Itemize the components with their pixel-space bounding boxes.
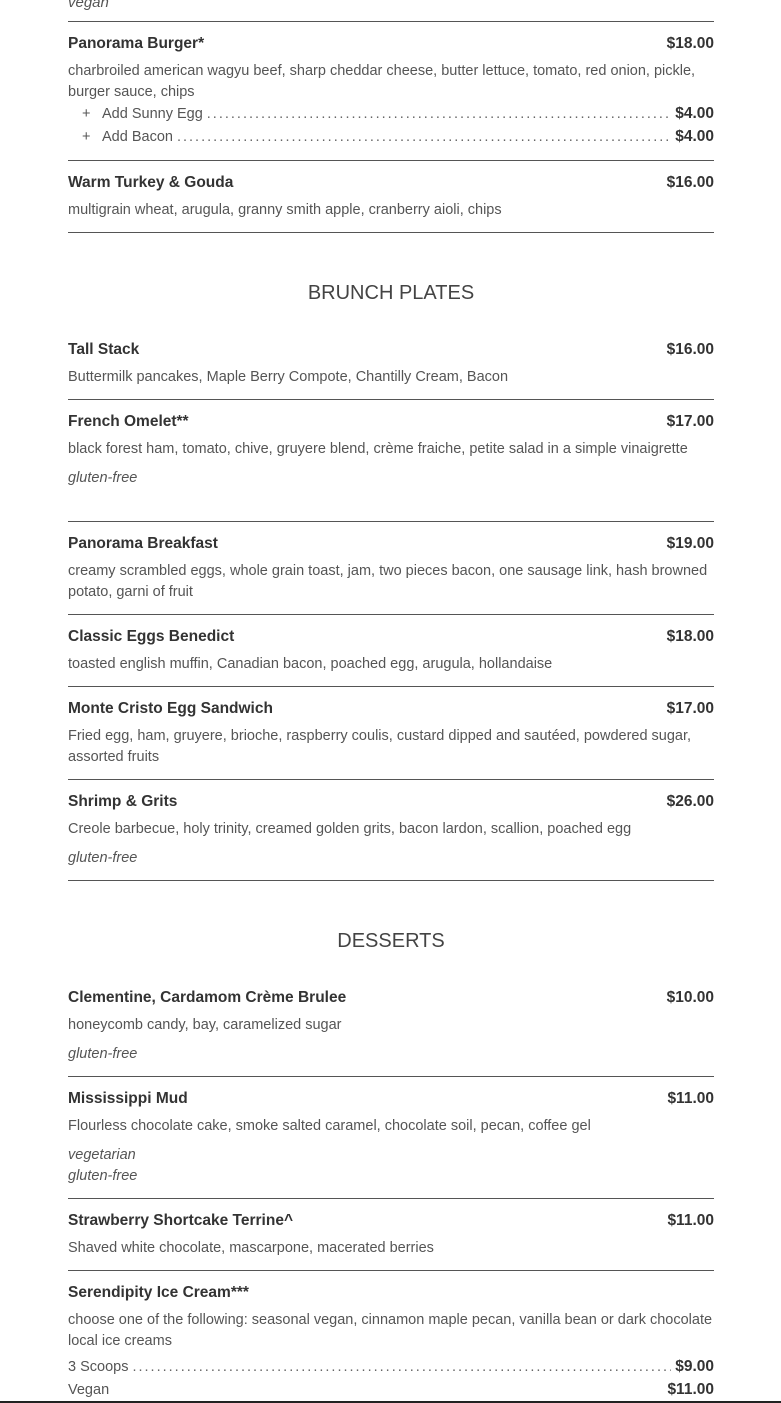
- item-description: multigrain wheat, arugula, granny smith apple, cranberry aioli, chips: [68, 202, 502, 218]
- dietary-tag: vegetarian: [68, 1147, 136, 1163]
- option-label: Vegan: [68, 1382, 110, 1398]
- menu-item: [68, 793, 714, 881]
- item-price: $16.00: [666, 174, 714, 191]
- addon-label: Add Sunny Egg: [102, 106, 203, 122]
- item-price: $11.00: [667, 1090, 714, 1107]
- dot-leader: [207, 106, 671, 122]
- item-description: black forest ham, tomato, chive, gruyere blend, crème fraiche, petite salad in a simple vinaigrette: [68, 441, 688, 457]
- option-label: 3 Scoops: [68, 1359, 129, 1375]
- item-price: $18.00: [666, 35, 714, 52]
- item-name: Clementine, Cardamom Crème Brulee: [68, 989, 347, 1006]
- item-description: Buttermilk pancakes, Maple Berry Compote, Chantilly Cream, Bacon: [68, 369, 509, 385]
- option-price: $9.00: [675, 1358, 714, 1375]
- item-name: French Omelet**: [68, 413, 189, 430]
- item-name: Mississippi Mud: [68, 1090, 188, 1107]
- menu-item-warm-turkey: [68, 174, 714, 233]
- option-row: [68, 1358, 714, 1381]
- dot-leader: [132, 1359, 671, 1375]
- dietary-tag: gluten-free: [68, 1168, 138, 1184]
- option-row: [68, 1381, 714, 1403]
- menu-item: [68, 535, 714, 615]
- item-price: $18.00: [666, 628, 714, 645]
- item-price: $16.00: [666, 341, 714, 358]
- section-title-brunch: BRUNCH PLATES: [307, 282, 475, 304]
- item-name: Strawberry Shortcake Terrine^: [68, 1212, 293, 1229]
- item-name: Panorama Breakfast: [68, 535, 218, 552]
- addon-price: $4.00: [675, 128, 714, 145]
- dot-leader: [177, 129, 671, 145]
- item-name: Shrimp & Grits: [68, 793, 178, 810]
- item-name: Tall Stack: [68, 341, 140, 358]
- item-name: Classic Eggs Benedict: [68, 628, 235, 645]
- item-description: Flourless chocolate cake, smoke salted caramel, chocolate soil, pecan, coffee gel: [68, 1118, 591, 1134]
- item-price: $19.00: [666, 535, 714, 552]
- item-price: $10.00: [666, 989, 714, 1006]
- menu-item: [68, 413, 714, 522]
- dietary-tag: gluten-free: [68, 850, 138, 866]
- plus-sign: +: [82, 129, 91, 145]
- menu-item-panorama-burger: [68, 35, 714, 161]
- item-name: Panorama Burger*: [68, 35, 205, 52]
- addon-row: [68, 128, 714, 151]
- addon-row: [68, 105, 714, 128]
- menu-item: [68, 1090, 714, 1199]
- item-description: Creole barbecue, holy trinity, creamed golden grits, bacon lardon, scallion, poached egg: [68, 821, 632, 837]
- menu-item: [68, 1284, 714, 1403]
- item-description: choose one of the following: seasonal vegan, cinnamon maple pecan, vanilla bean or dark chocolate local ice creams: [68, 1312, 713, 1349]
- item-name: Serendipity Ice Cream***: [68, 1284, 249, 1301]
- item-price: $11.00: [667, 1212, 714, 1229]
- item-description: Fried egg, ham, gruyere, brioche, raspberry coulis, custard dipped and sautéed, powdered sugar, assorted fruits: [68, 728, 692, 765]
- menu-item: [68, 989, 714, 1077]
- menu-item: [68, 628, 714, 687]
- item-name: Monte Cristo Egg Sandwich: [68, 700, 273, 717]
- item-price: $26.00: [666, 793, 714, 810]
- item-description: creamy scrambled eggs, whole grain toast, jam, two pieces bacon, one sausage link, hash browned potato, garni of fruit: [68, 563, 708, 600]
- menu-item: [68, 1212, 714, 1271]
- divider: [68, 21, 714, 22]
- dietary-tag: gluten-free: [68, 1046, 138, 1062]
- item-price: $17.00: [666, 700, 714, 717]
- dietary-tag: gluten-free: [68, 470, 138, 486]
- item-description: Shaved white chocolate, mascarpone, macerated berries: [68, 1240, 434, 1256]
- item-description: honeycomb candy, bay, caramelized sugar: [68, 1017, 342, 1033]
- menu-item: [68, 700, 714, 780]
- item-description: charbroiled american wagyu beef, sharp cheddar cheese, butter lettuce, tomato, red onion, pickle, burger sauce, chips: [68, 63, 696, 100]
- item-price: $17.00: [666, 413, 714, 430]
- top-tag: vegan: [68, 0, 109, 11]
- section-title-desserts: DESSERTS: [337, 930, 445, 952]
- item-description: toasted english muffin, Canadian bacon, poached egg, arugula, hollandaise: [68, 656, 553, 672]
- option-price: $11.00: [667, 1381, 714, 1398]
- menu-item: [68, 341, 714, 400]
- item-name: Warm Turkey & Gouda: [68, 174, 234, 191]
- addon-price: $4.00: [675, 105, 714, 122]
- addon-label: Add Bacon: [102, 129, 173, 145]
- plus-sign: +: [82, 106, 91, 122]
